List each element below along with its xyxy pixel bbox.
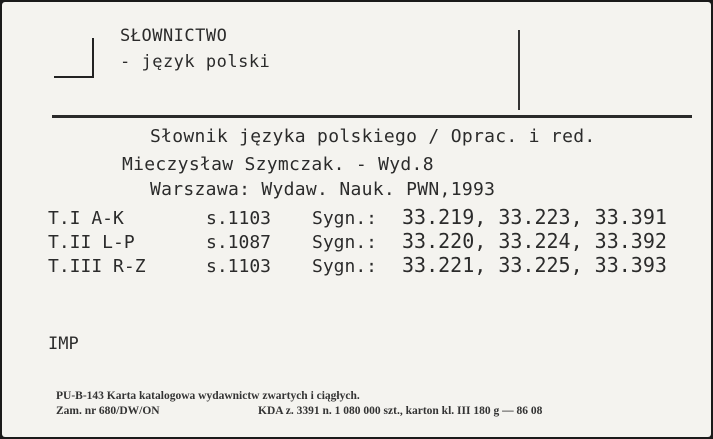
description-title: Słownik języka polskiego / Oprac. i red. — [150, 126, 596, 147]
description-author-edition: Mieczysław Szymczak. - Wyd.8 — [122, 154, 434, 175]
imp-note: IMP — [48, 334, 79, 354]
volume-number: T.II L-P — [48, 232, 135, 253]
signature-label: Sygn.: — [312, 232, 378, 253]
signature-numbers: 33.221, 33.225, 33.393 — [402, 253, 667, 277]
volume-pages: s.1087 — [206, 232, 272, 253]
volume-pages: s.1103 — [206, 208, 272, 229]
corner-mark-vertical — [92, 38, 94, 78]
volume-pages: s.1103 — [206, 256, 272, 277]
signature-numbers: 33.220, 33.224, 33.392 — [402, 229, 667, 253]
signature-label: Sygn.: — [312, 208, 378, 229]
corner-mark-horizontal — [54, 76, 94, 78]
printer-footer-order: Zam. nr 680/DW/ON — [56, 405, 160, 417]
subject-subheading: - język polski — [120, 52, 271, 72]
printer-footer-line1: PU-B-143 Karta katalogowa wydawnictw zwartych i ciągłych. — [56, 390, 360, 402]
signature-numbers: 33.219, 33.223, 33.391 — [402, 205, 667, 229]
volume-number: T.III R-Z — [48, 256, 146, 277]
printer-footer-print-run: KDA z. 3391 n. 1 080 000 szt., karton kl. III 180 g — 86 08 — [258, 405, 543, 417]
heading-rule — [52, 115, 692, 118]
catalog-card — [2, 2, 711, 437]
header-divider-line — [518, 30, 520, 110]
signature-label: Sygn.: — [312, 256, 378, 277]
subject-heading: SŁOWNICTWO — [120, 26, 228, 46]
volume-number: T.I A-K — [48, 208, 124, 229]
description-publication: Warszawa: Wydaw. Nauk. PWN,1993 — [150, 179, 496, 200]
